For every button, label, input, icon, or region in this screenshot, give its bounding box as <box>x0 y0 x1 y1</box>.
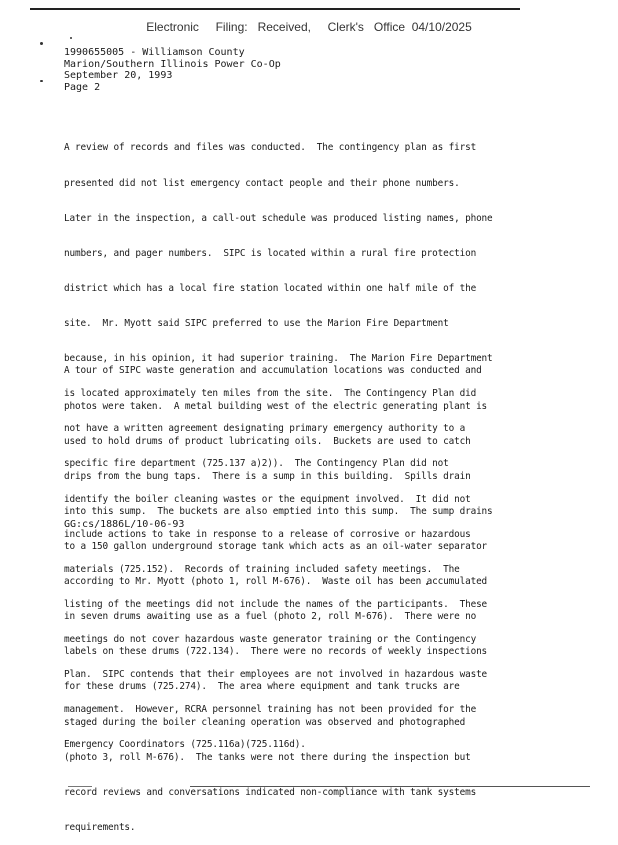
text-line: site. Mr. Myott said SIPC preferred to use the Marion Fire Department <box>64 317 449 329</box>
text-line: materials (725.152). Records of training included safety meetings. The <box>64 563 460 575</box>
scan-speck <box>40 80 43 82</box>
header-case-number: 1990655005 - Williamson County <box>64 47 245 58</box>
text-line: numbers, and pager numbers. SIPC is located within a rural fire protection <box>64 247 477 259</box>
bottom-border-line <box>190 786 590 787</box>
text-line: used to hold drums of product lubricating oils. Buckets are used to catch <box>64 435 471 447</box>
text-line: to a 150 gallon underground storage tank which acts as an oil-water separator <box>64 540 488 552</box>
text-line: A review of records and files was conducted. The contingency plan as first <box>64 142 477 154</box>
text-line: record reviews and conversations indicated non-compliance with tank systems <box>64 786 477 798</box>
text-line: in seven drums awaiting use as a fuel (photo 2, roll M-676). There were no <box>64 611 477 623</box>
scan-speck <box>70 37 72 39</box>
text-line: labels on these drums (722.134). There were no records of weekly inspections <box>64 646 488 658</box>
text-line: (photo 3, roll M-676). The tanks were not there during the inspection but <box>64 751 471 763</box>
text-line: meetings do not cover hazardous waste generator training or the Contingency <box>64 633 477 645</box>
header-facility: Marion/Southern Illinois Power Co-Op <box>64 58 281 70</box>
paragraph-site-tour <box>64 342 493 845</box>
text-line: into this sump. The buckets are also emptied into this sump. The sump drains <box>64 505 493 517</box>
text-line: management. However, RCRA personnel training has not been provided for the <box>64 704 477 716</box>
scan-speck <box>40 42 43 45</box>
filing-stamp: Electronic Filing: Received, Clerk's Office 04/10/2025 <box>146 20 472 34</box>
text-line: for these drums (725.274). The area where equipment and tank trucks are <box>64 681 460 693</box>
text-line: because, in his opinion, it had superior training. The Marion Fire Department <box>64 353 493 365</box>
text-line: Emergency Coordinators (725.116a)(725.116d). <box>64 739 306 751</box>
text-line: not have a written agreement designating primary emergency authority to a <box>64 423 466 435</box>
text-line: district which has a local fire station located within one half mile of the <box>64 282 477 294</box>
text-line: requirements. <box>64 821 136 833</box>
text-line: photos were taken. A metal building west of the electric generating plant is <box>64 400 488 412</box>
text-line: drips from the bung taps. There is a sump in this building. Spills drain <box>64 470 471 482</box>
bottom-border-dash <box>68 786 92 787</box>
text-line: Later in the inspection, a call-out schedule was produced listing names, phone <box>64 212 493 224</box>
text-line: according to Mr. Myott (photo 1, roll M-676). Waste oil has been accumulated <box>64 576 488 588</box>
header-date: September 20, 1993 <box>64 70 173 81</box>
text-line: staged during the boiler cleaning operation was observed and photographed <box>64 716 466 728</box>
typist-reference: GG:cs/1886L/10-06-93 <box>64 519 185 530</box>
text-line: presented did not list emergency contact people and their phone numbers. <box>64 177 460 189</box>
letter-header <box>64 47 281 93</box>
text-line: listing of the meetings did not include the names of the participants. These <box>64 598 488 610</box>
text-line: A tour of SIPC waste generation and accumulation locations was conducted and <box>64 365 482 377</box>
text-line: Plan. SIPC contends that their employees are not involved in hazardous waste <box>64 669 488 681</box>
text-line: specific fire department (725.137 a)2)). The Contingency Plan did not <box>64 458 449 470</box>
text-line: identify the boiler cleaning wastes or the equipment involved. It did not <box>64 493 471 505</box>
top-border-line <box>30 8 520 10</box>
text-line: include actions to take in response to a release of corrosive or hazardous <box>64 528 471 540</box>
header-page: Page 2 <box>64 81 101 93</box>
text-line: is located approximately ten miles from the site. The Contingency Plan did <box>64 388 477 400</box>
